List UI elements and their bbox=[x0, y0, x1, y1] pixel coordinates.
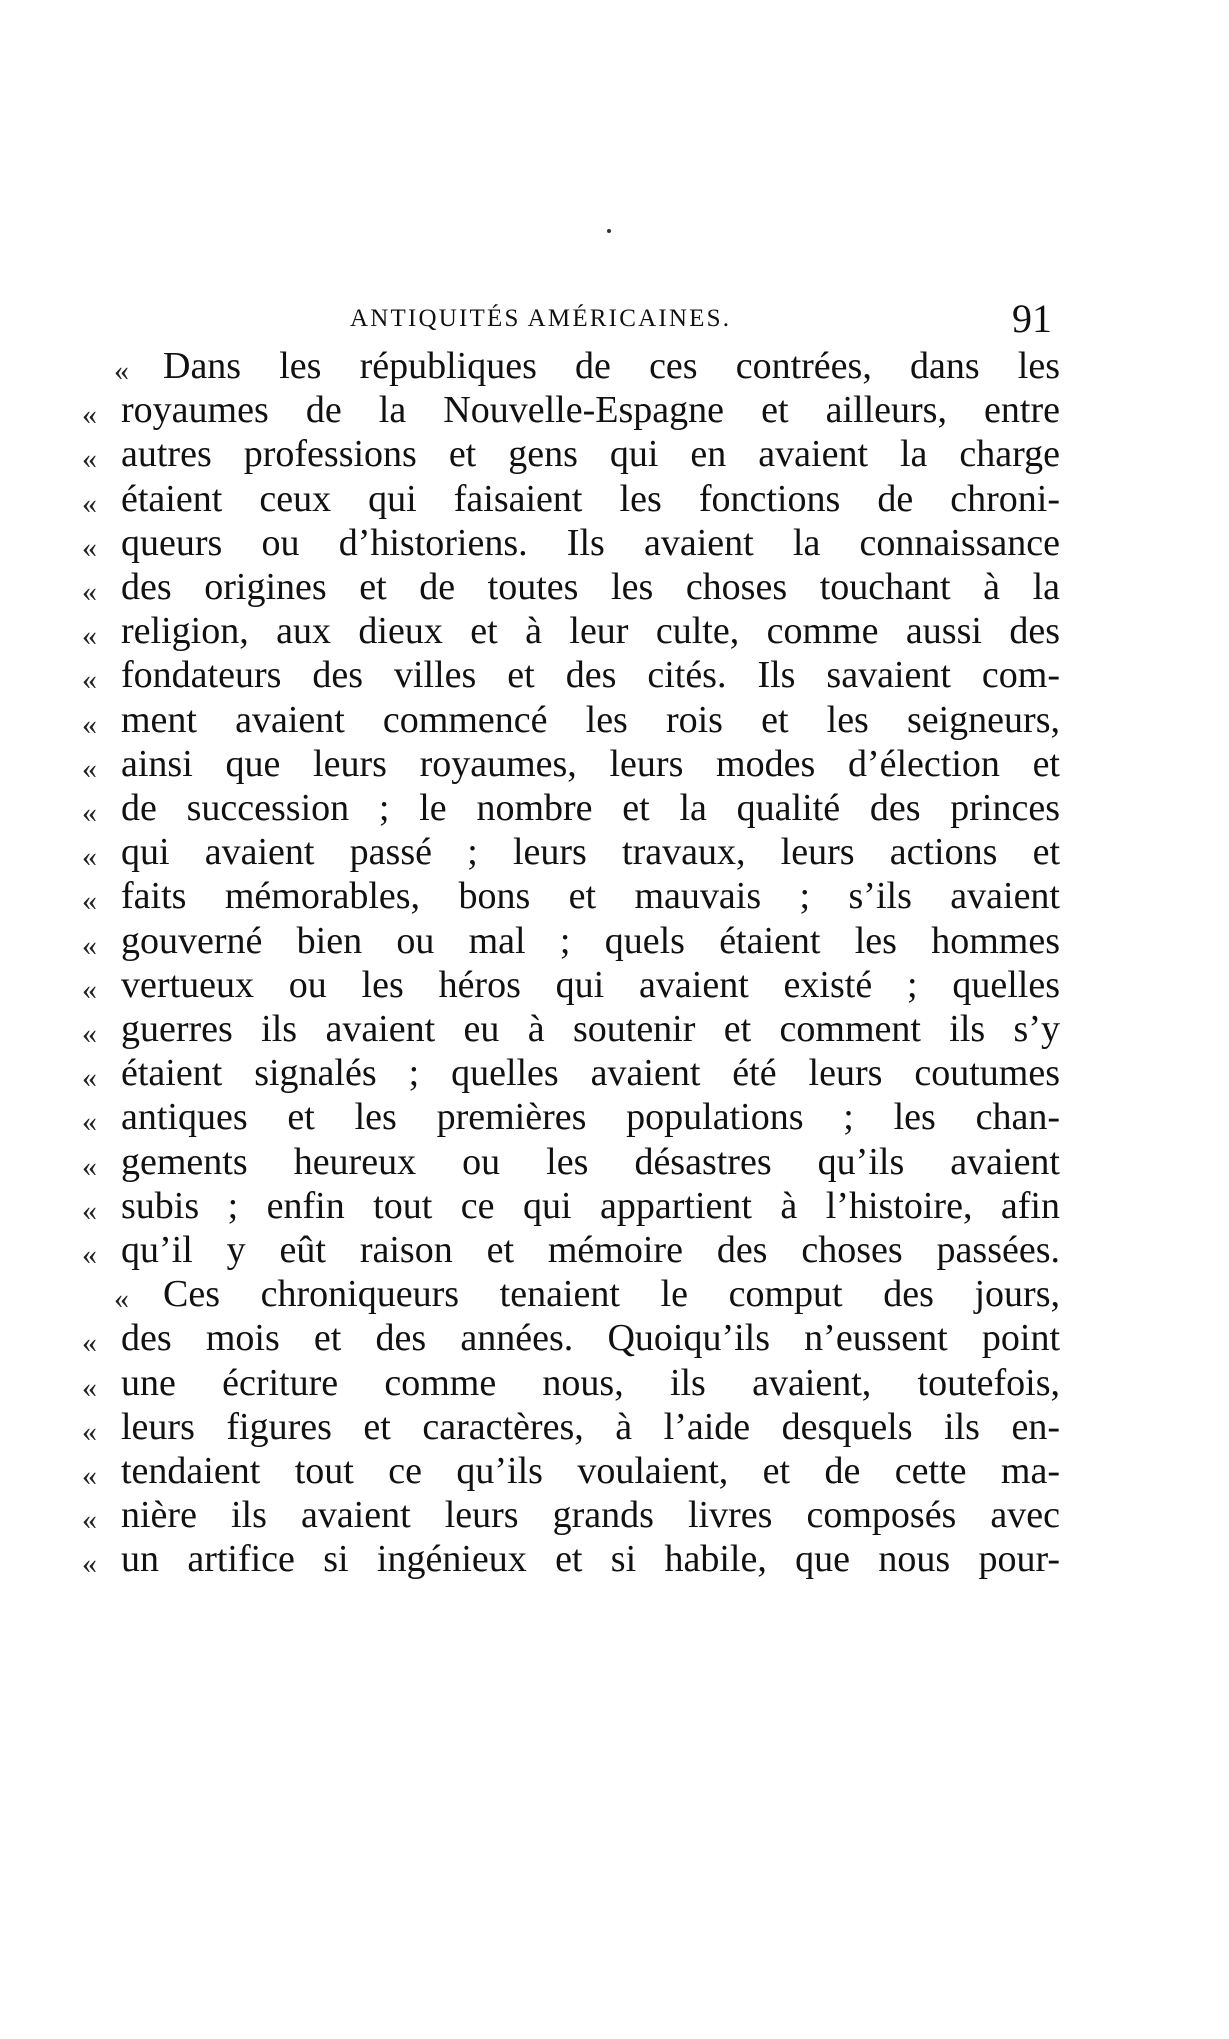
guillemet-mark: « bbox=[82, 840, 97, 874]
guillemet-mark: « bbox=[82, 1414, 97, 1448]
line-text: des origines et de toutes les choses touchant à la bbox=[121, 566, 1060, 608]
line-text: nière ils avaient leurs grands livres composés avec bbox=[121, 1494, 1060, 1537]
guillemet-mark: « bbox=[82, 1017, 97, 1050]
running-head bbox=[0, 296, 1229, 345]
guillemet-mark: « bbox=[82, 1193, 97, 1227]
line-text: des mois et des années. Quoiqu’ils n’eussent point bbox=[121, 1317, 1060, 1360]
line-text: une écriture comme nous, ils avaient, toutefois, bbox=[121, 1361, 1060, 1404]
line-text: étaient ceux qui faisaient les fonctions de chroni- bbox=[121, 477, 1060, 520]
line-text: autres professions et gens qui en avaient la charge bbox=[121, 433, 1060, 476]
line-text: queurs ou d’historiens. Ils avaient la connaissance bbox=[121, 521, 1060, 564]
line-text: guerres ils avaient eu à soutenir et comment ils s’y bbox=[121, 1008, 1060, 1050]
guillemet-mark: « bbox=[82, 1503, 97, 1537]
guillemet-mark: « bbox=[82, 1061, 97, 1095]
guillemet-mark: « bbox=[82, 972, 97, 1006]
line-text: subis ; enfin tout ce qui appartient à l’histoire, afin bbox=[121, 1184, 1060, 1227]
guillemet-mark: « bbox=[82, 530, 97, 564]
guillemet-mark: « bbox=[82, 707, 97, 741]
line-text: tendaient tout ce qu’ils voulaient, et de cette ma- bbox=[121, 1450, 1060, 1492]
line-text: antiques et les premières populations ; les chan- bbox=[121, 1096, 1060, 1139]
guillemet-mark: « bbox=[82, 486, 97, 520]
guillemet-mark: « bbox=[114, 1282, 129, 1316]
guillemet-mark: « bbox=[82, 884, 97, 918]
guillemet-mark: « bbox=[114, 354, 129, 387]
line-text: qu’il y eût raison et mémoire des choses passées. bbox=[121, 1229, 1060, 1271]
line-text: royaumes de la Nouvelle-Espagne et ailleurs, entre bbox=[121, 389, 1060, 432]
line-text: Ces chroniqueurs tenaient le comput des jours, bbox=[163, 1273, 1060, 1316]
page-number: 91 bbox=[1012, 296, 1052, 341]
guillemet-mark: « bbox=[82, 1149, 97, 1183]
guillemet-mark: « bbox=[82, 442, 97, 476]
line-text: gements heureux ou les désastres qu’ils avaient bbox=[121, 1140, 1060, 1183]
guillemet-mark: « bbox=[82, 1238, 97, 1271]
guillemet-mark: « bbox=[82, 1326, 97, 1360]
line-text: qui avaient passé ; leurs travaux, leurs actions et bbox=[121, 831, 1060, 874]
line-text: ainsi que leurs royaumes, leurs modes d’élection et bbox=[121, 742, 1060, 785]
guillemet-mark: « bbox=[82, 928, 97, 962]
line-text: fondateurs des villes et des cités. Ils savaient com- bbox=[121, 654, 1060, 697]
line-text: religion, aux dieux et à leur culte, comme aussi des bbox=[121, 610, 1060, 653]
line-text: faits mémorables, bons et mauvais ; s’ils avaient bbox=[121, 875, 1060, 918]
guillemet-mark: « bbox=[82, 1370, 97, 1404]
line-text: leurs figures et caractères, à l’aide desquels ils en- bbox=[121, 1405, 1060, 1448]
text-line bbox=[0, 1533, 1229, 1589]
ink-speck bbox=[607, 229, 611, 233]
guillemet-mark: « bbox=[82, 1459, 97, 1492]
guillemet-mark: « bbox=[82, 575, 97, 608]
line-text: gouverné bien ou mal ; quels étaient les hommes bbox=[121, 919, 1060, 962]
guillemet-mark: « bbox=[82, 1105, 97, 1139]
line-text: étaient signalés ; quelles avaient été leurs coutumes bbox=[121, 1052, 1060, 1095]
line-text: un artifice si ingénieux et si habile, que nous pour- bbox=[121, 1538, 1060, 1581]
line-text: de succession ; le nombre et la qualité des princes bbox=[121, 787, 1060, 829]
line-text: Dans les républiques de ces contrées, dans les bbox=[163, 345, 1060, 387]
guillemet-mark: « bbox=[82, 1547, 97, 1581]
guillemet-mark: « bbox=[82, 796, 97, 829]
line-text: ment avaient commencé les rois et les seigneurs, bbox=[121, 698, 1060, 741]
guillemet-mark: « bbox=[82, 398, 97, 432]
guillemet-mark: « bbox=[82, 663, 97, 697]
guillemet-mark: « bbox=[82, 751, 97, 785]
line-text: vertueux ou les héros qui avaient existé ; quelles bbox=[121, 963, 1060, 1006]
guillemet-mark: « bbox=[82, 619, 97, 653]
running-title: ANTIQUITÉS AMÉRICAINES. bbox=[350, 305, 732, 332]
